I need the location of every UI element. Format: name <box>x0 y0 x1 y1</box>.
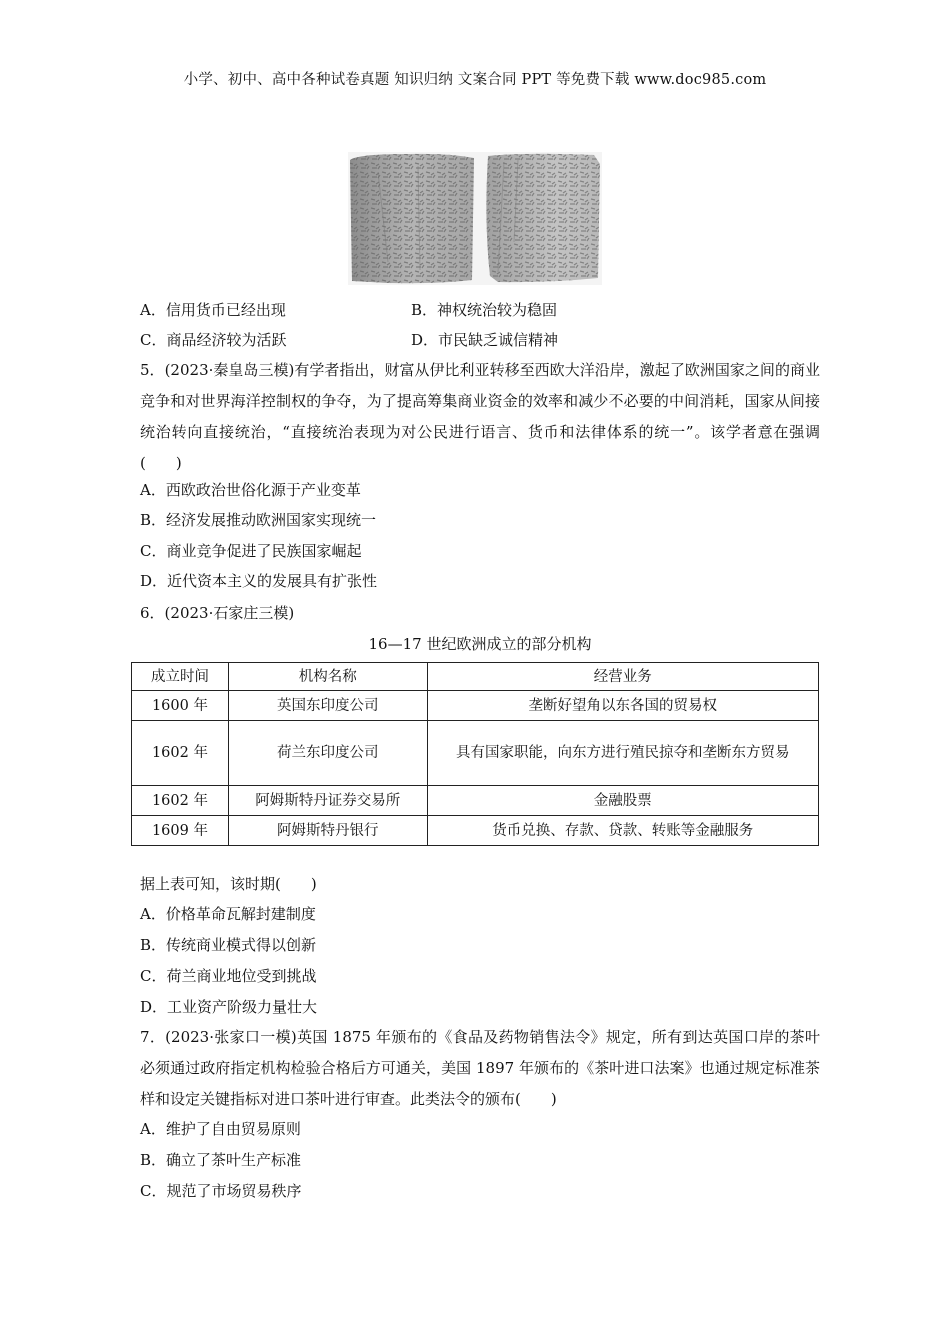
q6-option-a[interactable]: A．价格革命瓦解封建制度 <box>140 905 316 923</box>
q6-option-d[interactable]: D．工业资产阶级力量壮大 <box>140 998 318 1016</box>
q4-option-c[interactable] <box>140 330 287 350</box>
clay-tablets-photo <box>348 152 602 285</box>
institutions-table <box>131 662 819 846</box>
table-cell: 阿姆斯特丹银行 <box>228 816 427 846</box>
table-cell: 荷兰东印度公司 <box>228 721 427 786</box>
page-header: 小学、初中、高中各种试卷真题 知识归纳 文案合同 PPT 等免费下载 www.doc985.com <box>183 72 767 88</box>
q6-stem: 6．(2023·石家庄三模) <box>140 604 295 622</box>
q7-option-c[interactable]: C．规范了市场贸易秩序 <box>140 1182 302 1200</box>
table-row <box>132 786 819 816</box>
table-cell: 1609 年 <box>132 816 229 846</box>
q4-option-b[interactable] <box>411 300 557 320</box>
table-cell: 具有国家职能，向东方进行殖民掠夺和垄断东方贸易 <box>427 721 818 786</box>
table-cell: 金融股票 <box>427 786 818 816</box>
table-cell: 1600 年 <box>132 691 229 721</box>
table-cell: 英国东印度公司 <box>228 691 427 721</box>
q5-option-d[interactable]: D．近代资本主义的发展具有扩张性 <box>140 572 378 590</box>
table-row <box>132 691 819 721</box>
q6-option-c[interactable]: C．荷兰商业地位受到挑战 <box>140 967 317 985</box>
column-header: 经营业务 <box>427 663 818 691</box>
q4-option-d[interactable] <box>411 330 558 350</box>
q5-option-c[interactable]: C．商业竞争促进了民族国家崛起 <box>140 542 362 560</box>
table-cell: 货币兑换、存款、贷款、转账等金融服务 <box>427 816 818 846</box>
table-header-row <box>132 663 819 691</box>
q6-question: 据上表可知，该时期( ) <box>140 875 317 893</box>
table-row <box>132 721 819 786</box>
q5-option-a[interactable]: A．西欧政治世俗化源于产业变革 <box>140 481 361 499</box>
table-cell: 阿姆斯特丹证券交易所 <box>228 786 427 816</box>
q6-option-b[interactable]: B．传统商业模式得以创新 <box>140 936 317 954</box>
table-row <box>132 816 819 846</box>
q4-option-a[interactable] <box>140 300 286 320</box>
q4-option-b-letter: B． <box>411 301 438 319</box>
q7-option-a[interactable]: A．维护了自由贸易原则 <box>140 1120 301 1138</box>
table-cell: 1602 年 <box>132 786 229 816</box>
q7-option-b[interactable]: B．确立了茶叶生产标准 <box>140 1151 302 1169</box>
column-header: 成立时间 <box>132 663 229 691</box>
q6-table-title: 16—17 世纪欧洲成立的部分机构 <box>368 635 592 653</box>
q4-option-c-letter: C． <box>140 331 167 349</box>
q5-option-b[interactable]: B．经济发展推动欧洲国家实现统一 <box>140 511 377 529</box>
q4-option-c-text: 商品经济较为活跃 <box>166 331 287 349</box>
q4-option-b-text: 神权统治较为稳固 <box>437 301 558 319</box>
q5-stem: 5．(2023·秦皇岛三模)有学者指出，财富从伊比利亚转移至西欧大洋沿岸，激起了欧洲国家之间的商业竞争和对世界海洋控制权的争夺，为了提高筹集商业资金的效率和减少不必要的中间消耗，国家从间接统治转向直接统治，“直接统治表现为对公民进行语言、货币和法律体系的统一”。该学者意在强调( ) <box>140 361 820 472</box>
table-cell: 1602 年 <box>132 721 229 786</box>
q4-option-a-letter: A． <box>140 301 166 319</box>
q4-option-a-text: 信用货币已经出现 <box>165 301 286 319</box>
table-cell: 垄断好望角以东各国的贸易权 <box>427 691 818 721</box>
column-header: 机构名称 <box>228 663 427 691</box>
q7-stem: 7．(2023·张家口一模)英国 1875 年颁布的《食品及药物销售法令》规定，所有到达英国口岸的茶叶必须通过政府指定机构检验合格后方可通关，美国 1897 年颁布的《茶叶进口法案》也通过规定标准茶样和设定关键指标对进口茶叶进行审查。此类法令的颁布( ) <box>140 1028 820 1108</box>
q4-option-d-letter: D． <box>411 331 439 349</box>
q4-option-d-text: 市民缺乏诚信精神 <box>438 331 559 349</box>
